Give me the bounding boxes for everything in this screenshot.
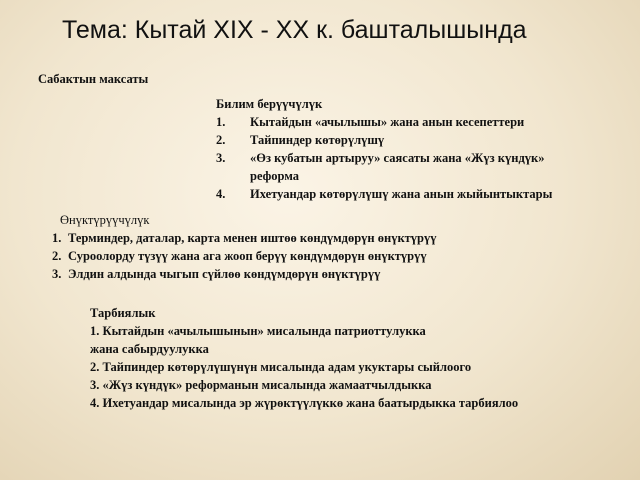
upbringing-line: 3. «Жүз күндүк» реформанын мисалында жамаатчылдыкка (90, 378, 432, 392)
slide-title: Тема: Кытай XIX - XX к. башталышында (62, 16, 527, 44)
item-text: Терминдер, даталар, карта менен иштөө көндүмдөрүн өнүктүрүү (68, 231, 437, 245)
item-number: 1. (216, 115, 226, 129)
list-item (52, 265, 532, 283)
item-text: «Өз кубатын артыруу» саясаты жана «Жүз күндүк» реформа (250, 151, 545, 183)
item-number: 3. (216, 151, 226, 165)
item-text: Суроолорду түзүү жана ага жооп берүү көндүмдөрүн өнүктүрүү (68, 249, 427, 263)
list-item (216, 131, 596, 149)
upbringing-line: 4. Ихетуандар мисалында эр жүрөктүүлүккө жана баатырдыкка тарбиялоо (90, 396, 519, 410)
upbringing-line: 1. Кытайдын «ачылышынын» мисалында патриоттулукка (90, 324, 426, 338)
knowledge-goals-block (216, 95, 596, 203)
item-text: Тайпиндер көтөрүлүшү (250, 133, 385, 147)
knowledge-heading: Билим берүүчүлүк (216, 97, 323, 111)
item-number: 2. (216, 133, 226, 147)
item-number: 1. (52, 231, 62, 245)
list-item (216, 113, 596, 131)
item-text: Ихетуандар көтөрүлүшү жана анын жыйынтыктары (250, 187, 553, 201)
upbringing-line: жана сабырдуулукка (90, 342, 209, 356)
development-goals-block (52, 211, 532, 283)
upbringing-line: 2. Тайпиндер көтөрүлүшүнүн мисалында адам укуктары сыйлоого (90, 360, 472, 374)
knowledge-list (216, 113, 596, 203)
item-text: Элдин алдында чыгып сүйлөө көндүмдөрүн өнүктүрүү (68, 267, 381, 281)
item-text: Кытайдын «ачылышы» жана анын кесепеттери (250, 115, 525, 129)
upbringing-heading: Тарбиялык (90, 306, 156, 320)
list-item (52, 247, 532, 265)
development-list (52, 229, 532, 283)
list-item (216, 185, 596, 203)
list-item (52, 229, 532, 247)
lesson-goals-label: Сабактын максаты (38, 72, 149, 86)
item-number: 3. (52, 267, 62, 281)
item-number: 2. (52, 249, 62, 263)
development-heading: Өнүктүрүүчүлүк (60, 213, 150, 227)
upbringing-goals-block (90, 304, 590, 412)
list-item (216, 149, 596, 185)
item-number: 4. (216, 187, 226, 201)
